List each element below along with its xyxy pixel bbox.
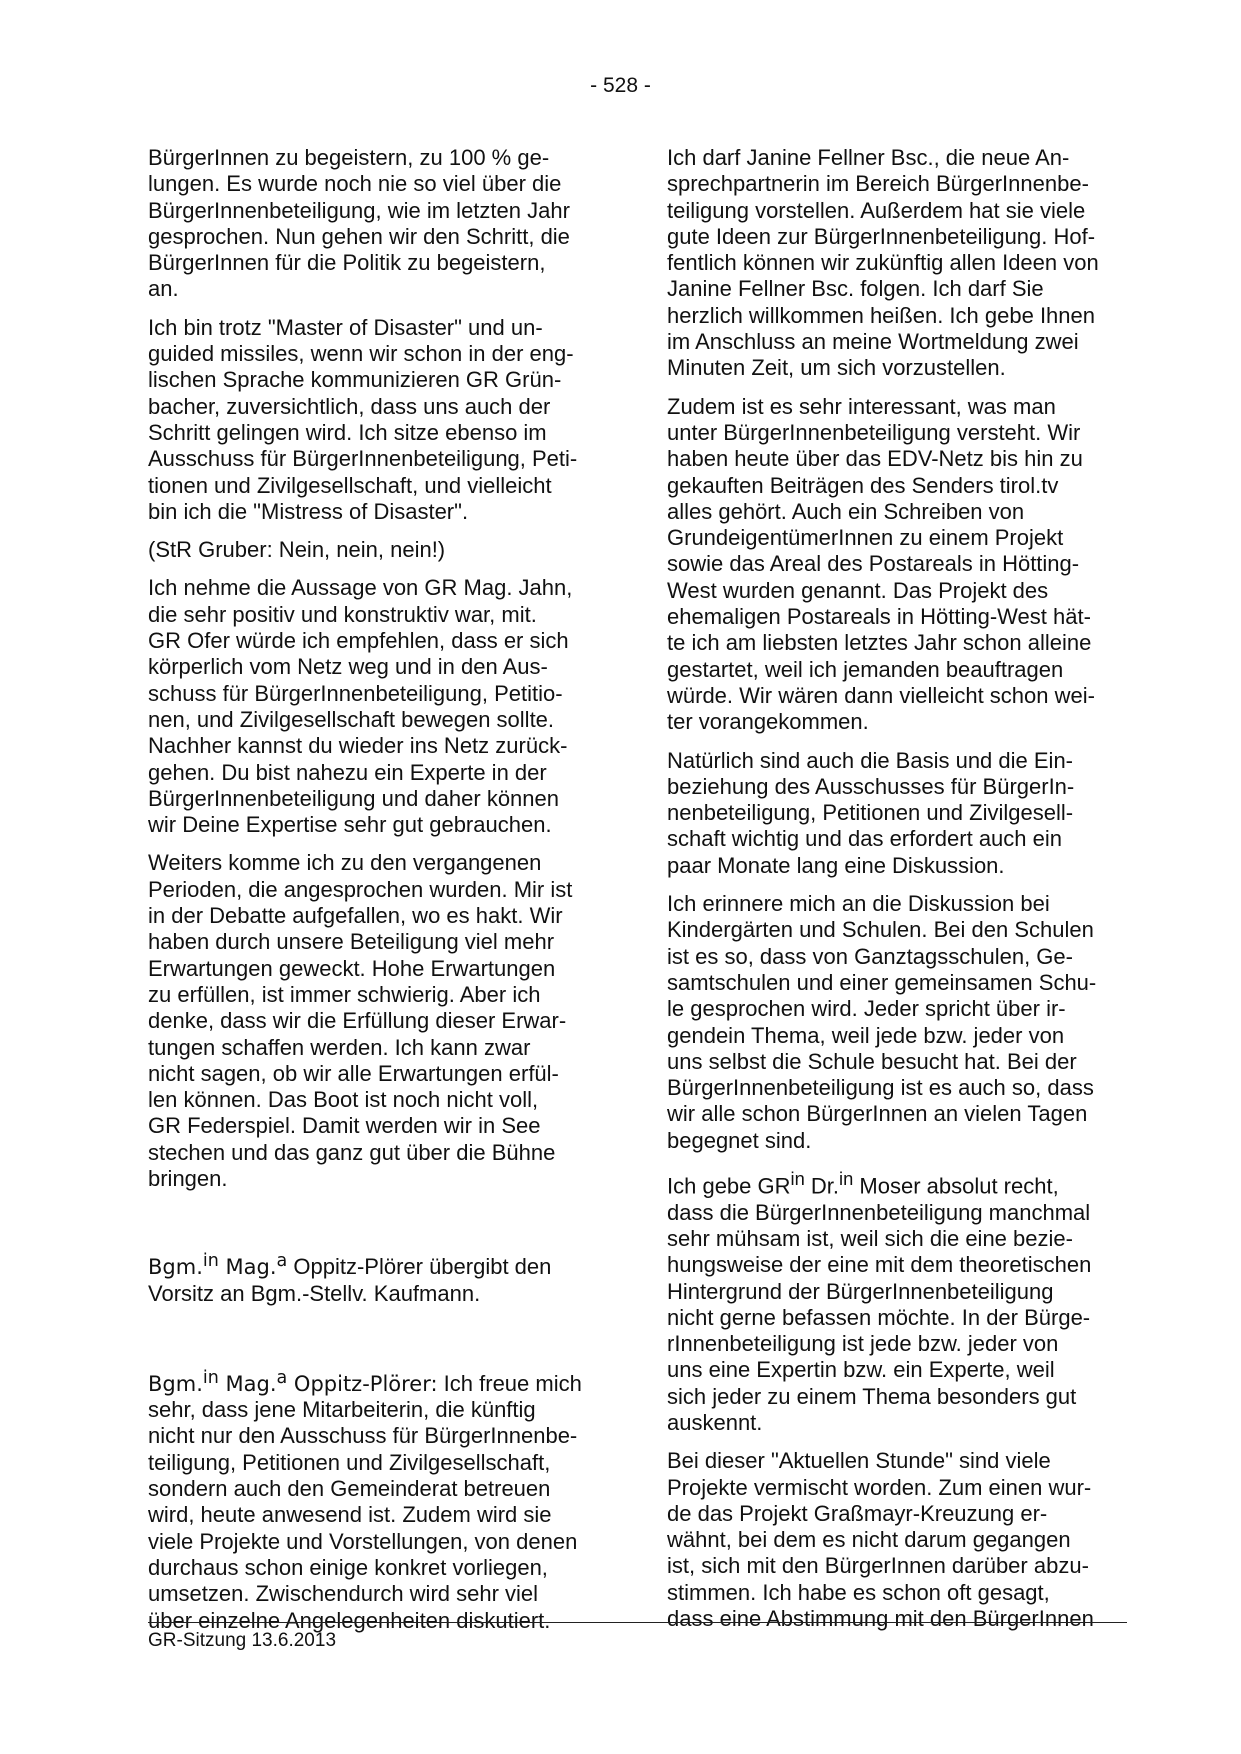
paragraph: Zudem ist es sehr interessant, was man unter BürgerInnenbeteiligung versteht. Wir haben heute über das EDV-Netz bis hin zu gekauften Beiträgen des Senders tirol.tv alles gehört. Auch ein Schreiben von GrundeigentümerInnen zu einem Projekt sowie das Areal des Postareals in Hötting- West wurden genannt. Das Projekt des ehemaligen Postareals in Hötting-West hät- te ich am liebsten letztes Jahr schon alleine gestartet, weil ich jemanden beauftragen würde. Wir wären dann vielleicht schon wei- ter vorangekommen. (667, 393, 1095, 735)
paragraph: Ich erinnere mich an die Diskussion bei Kindergärten und Schulen. Bei den Schulen ist es so, dass von Ganztagsschulen, Ge- samtschulen und einer gemeinsamen Schu- le gesprochen wird. Jeder spricht über ir- gendein Thema, weil jede bzw. jeder von uns selbst die Schule besucht hat. Bei der BürgerInnenbeteiligung ist es auch so, dass wir alle schon BürgerInnen an vielen Tagen begegnet sind. (667, 891, 1097, 1153)
paragraph: BürgerInnen zu begeistern, zu 100 % ge- lungen. Es wurde noch nie so viel über die BürgerInnenbeteiligung, wie im letzten Jahr gesprochen. Nun gehen wir den Schritt, die BürgerInnen für die Politik zu begeistern, an. (148, 145, 570, 302)
paragraph: Ich gebe $GR^{in}$ Dr.$^{in}$ Moser absolut recht, dass die BürgerInnenbeteiligung manchmal sehr mühsam ist, weil sich die eine bezie- hungsweise der eine mit dem theoretischen Hintergrund der BürgerInnenbeteiligung nicht gerne befassen möchte. In der Bürge- rInnenbeteiligung ist jede bzw. jeder von uns eine Expertin bzw. ein Experte, weil sich jeder zu einem Thema besonders gut auskennt. (667, 1167, 1092, 1435)
speaker-name: Bgm.$^{in}$ Mag.$^a$ Oppitz-Plörer: (148, 1367, 438, 1396)
paragraph: Ich nehme die Aussage von GR Mag. Jahn, die sehr positiv und konstruktiv war, mit. GR Ofer würde ich empfehlen, dass er sich körperlich vom Netz weg und in den Aus- schuss für BürgerInnenbeteiligung, Petitio- nen, und Zivilgesellschaft bewegen sollte. Nachher kannst du wieder ins Netz zurück- gehen. Du bist nahezu ein Experte in der BürgerInnenbeteiligung und daher können wir Deine Expertise sehr gut gebrauchen. (148, 575, 573, 838)
speaker-statement: Bgm.$^{in}$ Mag.$^a$ Oppitz-Plörer: Ich freue mich sehr, dass jene Mitarbeiterin, die künftig nicht nur den Ausschuss für BürgerInnenbe- teiligung, Petitionen und Zivilgesellschaft, sondern auch den Gemeinderat betreuen wird, heute anwesend ist. Zudem wird sie viele Projekte und Vorstellungen, von denen durchaus schon einige konkret vorliegen, umsetzen. Zwischendurch wird sehr viel über einzelne Angelegenheiten diskutiert. (148, 1367, 582, 1633)
paragraph: Natürlich sind auch die Basis und die Ein- beziehung des Ausschusses für BürgerIn- nenbeteiligung, Petitionen und Zivilgesell- schaft wichtig und das erfordert auch ein paar Monate lang eine Diskussion. (667, 747, 1075, 878)
footer-session-date: GR-Sitzung 13.6.2013 (148, 1630, 337, 1651)
right-column (667, 145, 1127, 1644)
footer-divider (148, 1622, 1127, 1623)
interjection: (StR Gruber: Nein, nein, nein!) (148, 537, 446, 563)
left-column (148, 145, 610, 1646)
chair-handover-note: Bgm.$^{in}$ Mag.$^a$ Oppitz-Plörer übergibt den Vorsitz an Bgm.-Stellv. Kaufmann. (148, 1251, 552, 1306)
page-number: - 528 - (590, 74, 651, 97)
paragraph: Bei dieser "Aktuellen Stunde" sind viele Projekte vermischt worden. Zum einen wur- de das Projekt Graßmayr-Kreuzung er- wähnt, bei dem es nicht darum gegangen ist, sich mit den BürgerInnen darüber abzu- stimmen. Ich habe es schon oft gesagt, dass eine Abstimmung mit den BürgerInnen (667, 1448, 1094, 1632)
paragraph: Weiters komme ich zu den vergangenen Perioden, die angesprochen wurden. Mir ist in der Debatte aufgefallen, wo es hakt. Wir haben durch unsere Beteiligung viel mehr Erwartungen geweckt. Hohe Erwartungen zu erfüllen, ist immer schwierig. Aber ich denke, dass wir die Erfüllung dieser Erwar- tungen schaffen werden. Ich kann zwar nicht sagen, ob wir alle Erwartungen erfül- len können. Das Boot ist noch nicht voll, GR Federspiel. Damit werden wir in See stechen und das ganz gut über die Bühne bringen. (148, 850, 573, 1191)
speaker-title: Bgm.$^{in}$ Mag.$^a$ (148, 1251, 288, 1280)
paragraph: Ich bin trotz "Master of Disaster" und un- guided missiles, wenn wir schon in der eng- lischen Sprache kommunizieren GR Grün- bacher, zuversichtlich, dass uns auch der Schritt gelingen wird. Ich sitze ebenso im Ausschuss für BürgerInnenbeteiligung, Peti- tionen und Zivilgesellschaft, und vielleicht bin ich die "Mistress of Disaster". (148, 314, 578, 524)
paragraph: Ich darf Janine Fellner Bsc., die neue An- sprechpartnerin im Bereich BürgerInnenbe- teiligung vorstellen. Außerdem hat sie viele gute Ideen zur BürgerInnenbeteiligung. Hof- fentlich können wir zukünftig allen Ideen von Janine Fellner Bsc. folgen. Ich darf Sie herzlich willkommen heißen. Ich gebe Ihnen im Anschluss an meine Wortmeldung zwei Minuten Zeit, um sich vorzustellen. (667, 145, 1099, 381)
